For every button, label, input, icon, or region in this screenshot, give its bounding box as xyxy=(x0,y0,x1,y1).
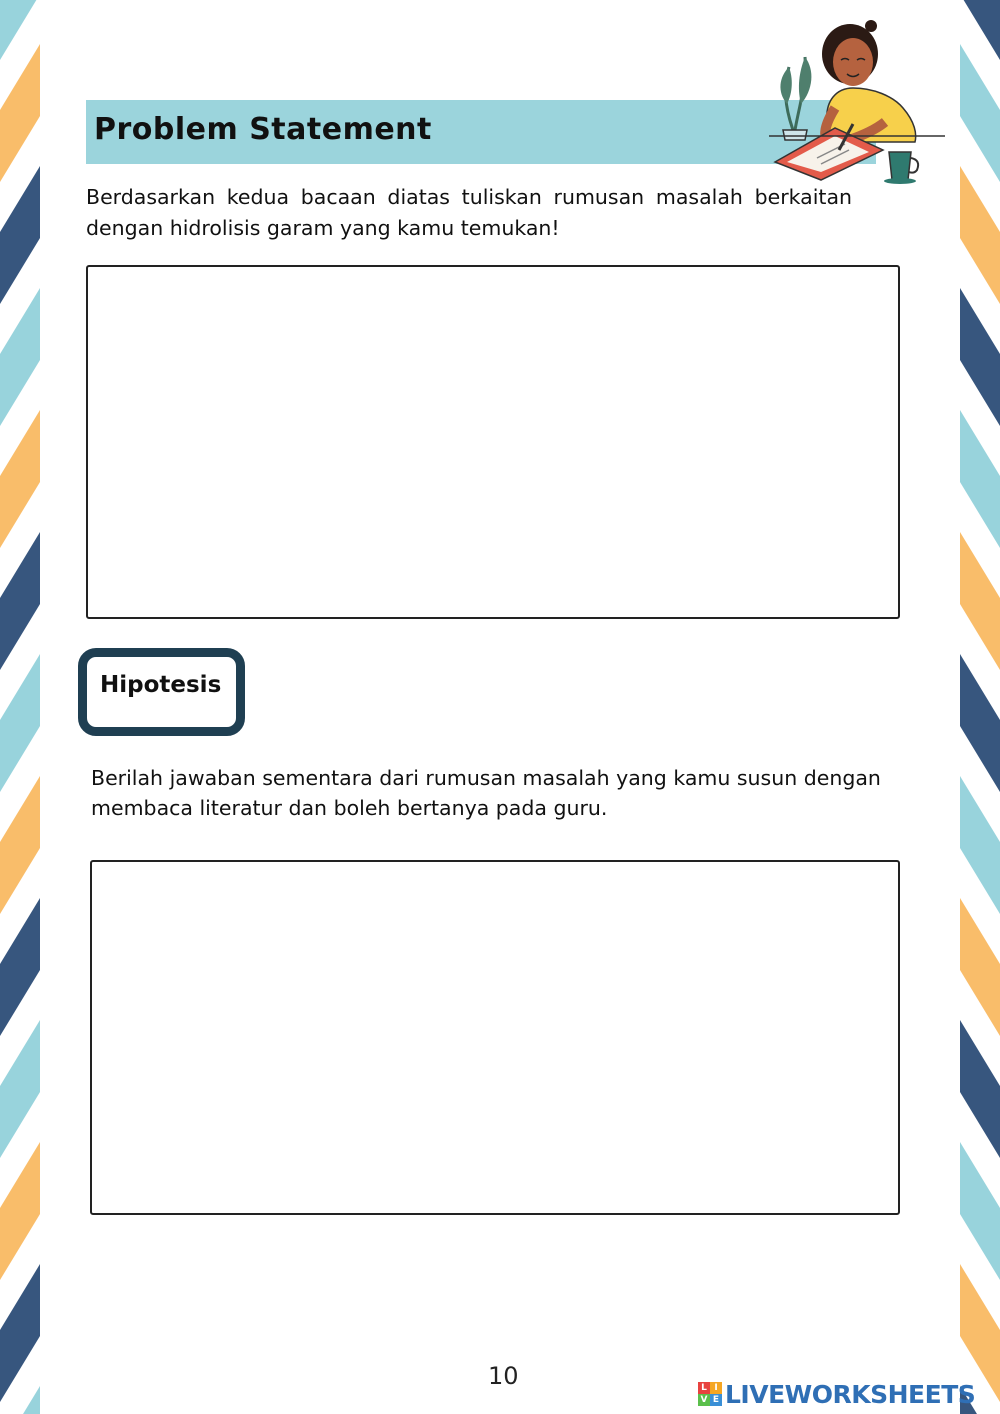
stripe-band xyxy=(0,410,40,548)
stripe-band xyxy=(0,776,40,914)
problem-statement-instruction: Berdasarkan kedua bacaan diatas tuliskan rumusan masalah berkaitan dengan hidrolisis garam yang kamu temukan! xyxy=(86,185,852,240)
stripe-band xyxy=(960,532,1000,670)
stripe-band xyxy=(0,532,40,670)
stripe-band xyxy=(960,166,1000,304)
liveworksheets-brand-text: LIVEWORKSHEETS xyxy=(725,1379,976,1409)
stripe-band xyxy=(960,410,1000,548)
stripe-band xyxy=(960,776,1000,914)
stripe-band xyxy=(960,288,1000,426)
right-stripe-border xyxy=(960,0,1000,1414)
stripe-band xyxy=(960,1142,1000,1280)
stripe-band xyxy=(0,44,40,182)
hipotesis-title: Hipotesis xyxy=(100,672,222,698)
liveworksheets-logo xyxy=(698,1379,975,1409)
liveworksheets-logo-icon: L I V E xyxy=(698,1382,722,1406)
problem-statement-answer-box[interactable] xyxy=(86,265,900,619)
stripe-band xyxy=(0,0,40,60)
stripe-band xyxy=(960,0,1000,60)
left-stripe-border xyxy=(0,0,40,1414)
stripe-band xyxy=(0,898,40,1036)
stripe-band xyxy=(960,654,1000,792)
stripe-band xyxy=(960,44,1000,182)
stripe-band xyxy=(0,1142,40,1280)
stripe-band xyxy=(0,654,40,792)
hipotesis-answer-box[interactable] xyxy=(90,860,900,1215)
stripe-band xyxy=(0,1264,40,1402)
problem-statement-title: Problem Statement xyxy=(94,112,432,147)
hipotesis-instruction: Berilah jawaban sementara dari rumusan masalah yang kamu susun dengan membaca literatur dan boleh bertanya pada guru. xyxy=(91,766,881,820)
stripe-band xyxy=(0,1020,40,1158)
stripe-band xyxy=(0,288,40,426)
stripe-band xyxy=(960,898,1000,1036)
stripe-band xyxy=(0,166,40,304)
stripe-band xyxy=(960,1020,1000,1158)
girl-writing-illustration-icon xyxy=(765,12,950,190)
page-number: 10 xyxy=(488,1362,519,1390)
